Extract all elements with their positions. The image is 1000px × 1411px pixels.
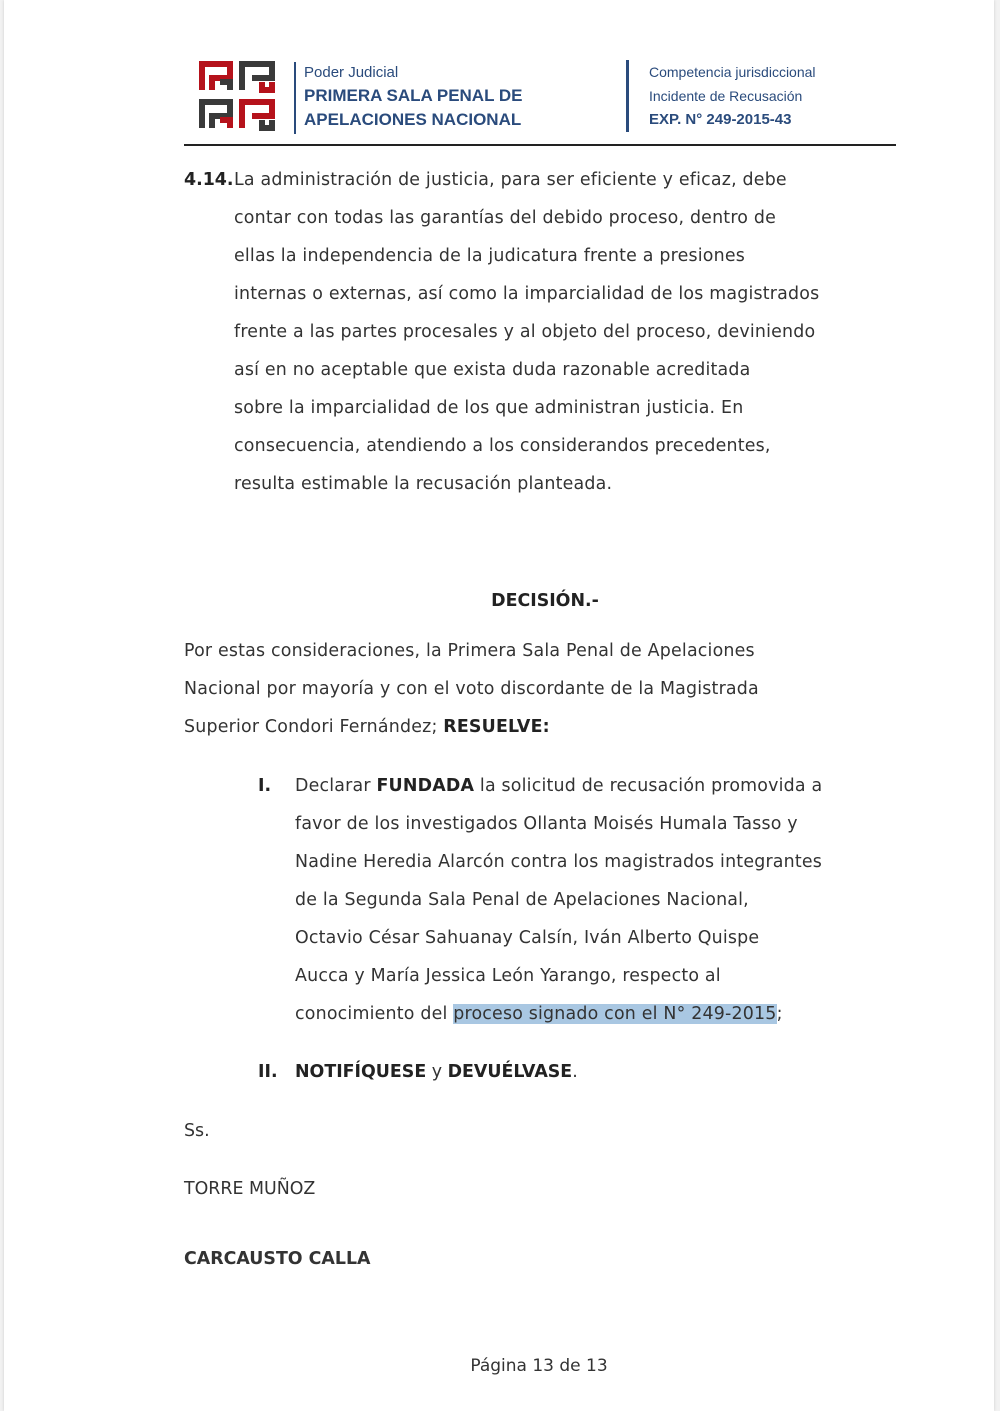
- header-line: Poder Judicial: [304, 64, 399, 81]
- paragraph-line: [295, 995, 892, 1033]
- signatory-name: TORRE MUÑOZ: [184, 1179, 316, 1199]
- signatory-name: CARCAUSTO CALLA: [184, 1249, 371, 1269]
- decision-heading: DECISIÓN.-: [491, 591, 599, 611]
- paragraph-line: favor de los investigados Ollanta Moisés Humala Tasso y: [295, 814, 798, 834]
- resolve-label: RESUELVE:: [443, 717, 550, 737]
- paragraph-line: frente a las partes procesales y al objeto del proceso, deviniendo: [234, 322, 816, 342]
- section-4-14-paragraph: [234, 161, 892, 503]
- notifiquese-label: NOTIFÍQUESE: [295, 1062, 427, 1082]
- resolution-item-1: [295, 767, 892, 1033]
- paragraph-text: la solicitud de recusación promovida a: [474, 776, 823, 796]
- paragraph-line: resulta estimable la recusación planteada.: [234, 474, 613, 494]
- paragraph-text: conocimiento del: [295, 1004, 454, 1024]
- paragraph-line: consecuencia, atendiendo a los considerandos precedentes,: [234, 436, 771, 456]
- fundada-label: FUNDADA: [376, 776, 475, 796]
- paragraph-line: [184, 708, 892, 746]
- paragraph-text: y: [426, 1062, 448, 1082]
- poder-judicial-logo: [198, 60, 278, 132]
- header-case-info: [626, 60, 816, 132]
- paragraph-text: .: [572, 1062, 578, 1082]
- ss-label: Ss.: [184, 1121, 210, 1141]
- header-line: Incidente de Recusación: [649, 88, 803, 104]
- paragraph-line: así en no aceptable que exista duda razonable acreditada: [234, 360, 751, 380]
- paragraph-text: ;: [776, 1004, 783, 1024]
- case-number: EXP. N° 249-2015-43: [649, 111, 792, 128]
- paragraph-line: Aucca y María Jessica León Yarango, respecto al: [295, 966, 721, 986]
- header-line: Competencia jurisdiccional: [649, 64, 816, 80]
- resolution-item-2: [295, 1053, 578, 1091]
- paragraph-line: Octavio César Sahuanay Calsín, Iván Alberto Quispe: [295, 928, 760, 948]
- paragraph-line: Nadine Heredia Alarcón contra los magistrados integrantes: [295, 852, 823, 872]
- paragraph-line: Nacional por mayoría y con el voto discordante de la Magistrada: [184, 679, 759, 699]
- header-line: APELACIONES NACIONAL: [304, 110, 522, 129]
- paragraph-line: [295, 767, 892, 805]
- paragraph-line: sobre la imparcialidad de los que administran justicia. En: [234, 398, 744, 418]
- paragraph-line: Por estas consideraciones, la Primera Sala Penal de Apelaciones: [184, 641, 755, 661]
- devuelvase-label: DEVUÉLVASE: [447, 1062, 573, 1082]
- paragraph-line: ellas la independencia de la judicatura frente a presiones: [234, 246, 745, 266]
- paragraph-line: internas o externas, así como la imparcialidad de los magistrados: [234, 284, 820, 304]
- header-divider: [184, 144, 896, 146]
- header-line: PRIMERA SALA PENAL DE: [304, 86, 523, 105]
- item-number: I.: [258, 776, 272, 796]
- item-number: II.: [258, 1062, 278, 1082]
- paragraph-text: Superior Condori Fernández;: [184, 717, 444, 737]
- paragraph-line: contar con todas las garantías del debido proceso, dentro de: [234, 208, 776, 228]
- text-selection-highlight[interactable]: proceso signado con el N° 249-2015: [453, 1004, 777, 1024]
- decision-paragraph: [184, 632, 892, 746]
- page-number: Página 13 de 13: [470, 1356, 608, 1376]
- header-institution: [294, 62, 523, 134]
- section-number: 4.14.: [184, 170, 234, 190]
- document-page: [4, 0, 994, 1411]
- paragraph-line: de la Segunda Sala Penal de Apelaciones Nacional,: [295, 890, 749, 910]
- paragraph-text: Declarar: [295, 776, 377, 796]
- paragraph-line: La administración de justicia, para ser eficiente y eficaz, debe: [234, 170, 787, 190]
